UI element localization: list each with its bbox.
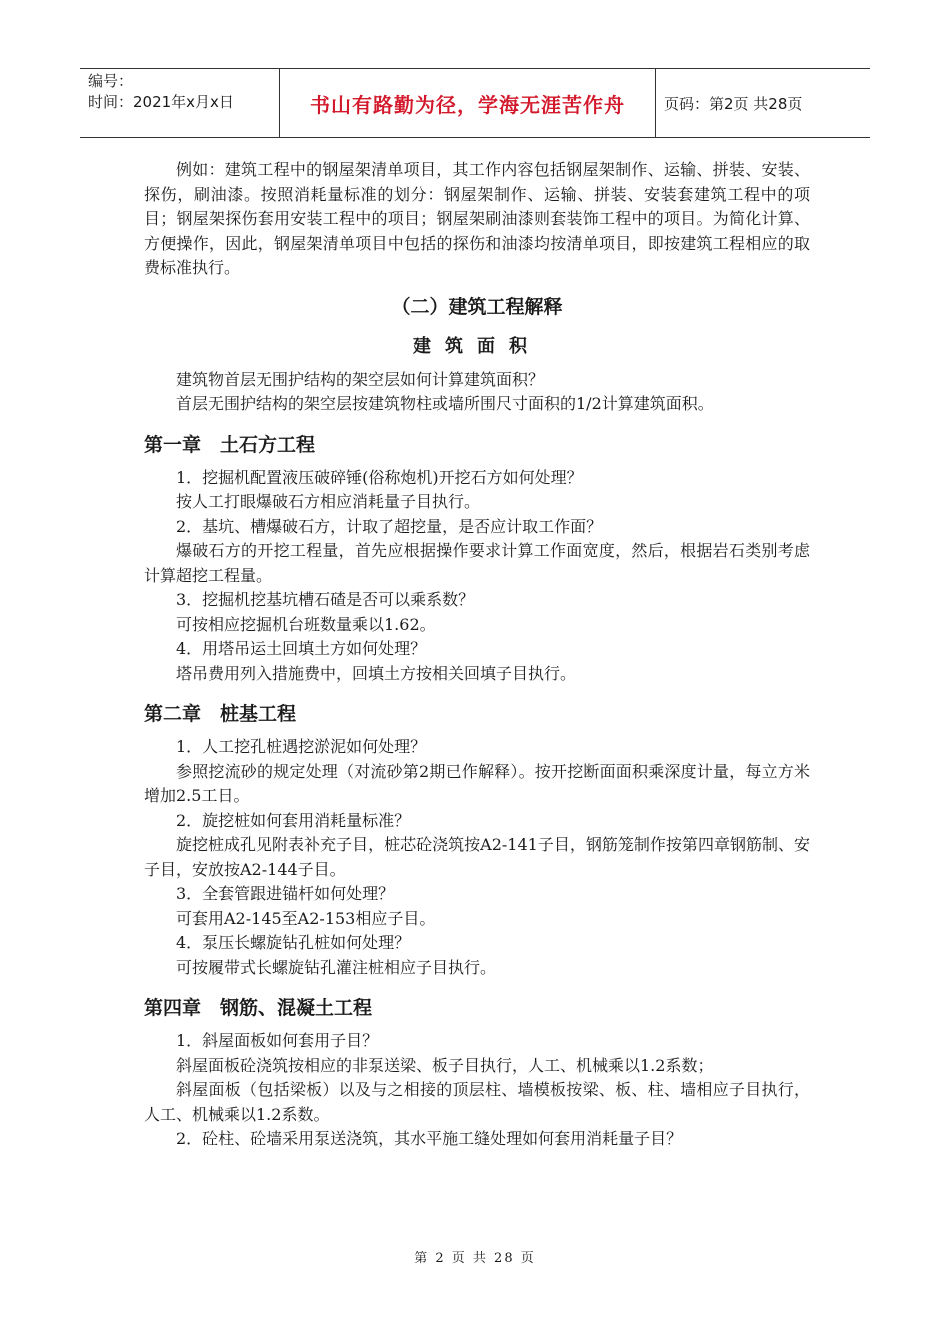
time-label: 时间：2021年x月x日 xyxy=(88,93,234,111)
page-header xyxy=(80,68,870,138)
ch2-question-3: 3．全套管跟进锚杆如何处理？ xyxy=(176,884,395,903)
ch2-question-2: 2．旋挖桩如何套用消耗量标准？ xyxy=(176,810,411,830)
sub-title: 建筑面积 xyxy=(413,335,541,357)
chapter-2-title: 第二章 桩基工程 xyxy=(144,703,297,725)
area-answer: 首层无围护结构的架空层按建筑物柱或墙所围尺寸面积的1/2计算建筑面积。 xyxy=(176,394,714,413)
area-question: 建筑物首层无围护结构的架空层如何计算建筑面积？ xyxy=(176,369,545,389)
page-footer: 第 2 页 共 28 页 xyxy=(414,1251,536,1266)
ch4-question-1: 1．斜屋面板如何套用子目？ xyxy=(176,1031,379,1050)
ch1-answer-1: 按人工打眼爆破石方相应消耗量子目执行。 xyxy=(176,492,481,511)
ch1-answer-3: 可按相应挖掘机台班数量乘以1.62。 xyxy=(176,614,436,634)
ch4-question-2: 2．砼柱、砼墙采用泵送浇筑，其水平施工缝处理如何套用消耗量子目？ xyxy=(176,1129,683,1148)
ch4-answer-1b: 斜屋面板（包括梁板）以及与之相接的顶层柱、墙模板按梁、板、柱、墙相应子目执行，人工、机械乘以1.2系数。 xyxy=(144,1080,810,1124)
ch1-question-1: 1．挖掘机配置液压破碎锤(俗称炮机)开挖石方如何处理？ xyxy=(176,467,583,487)
ch4-answer-1a: 斜屋面板砼浇筑按相应的非泵送梁、板子目执行，人工、机械乘以1.2系数； xyxy=(176,1055,714,1075)
ch1-answer-2: 爆破石方的开挖工程量，首先应根据操作要求计算工作面宽度，然后，根据岩石类别考虑计算超挖工程量。 xyxy=(144,541,810,585)
header-motto: 书山有路勤为径，学海无涯苦作舟 xyxy=(280,69,656,137)
intro-paragraph: 例如：建筑工程中的钢屋架清单项目，其工作内容包括钢屋架制作、运输、拼装、安装、探伤，刷油漆。按照消耗量标准的划分：钢屋架制作、运输、拼装、安装套建筑工程中的项目；钢屋架探伤套用安装工程中的项目；钢屋架刷油漆则套装饰工程中的项目。为简化计算、方便操作，因此，钢屋架清单项目中包括的探伤和油漆均按清单项目，即按建筑工程相应的取费标准执行。 xyxy=(144,160,810,277)
chapter-1-title: 第一章 土石方工程 xyxy=(144,433,316,456)
ch1-question-4: 4．用塔吊运土回填土方如何处理？ xyxy=(176,639,427,658)
ch1-answer-4: 塔吊费用列入措施费中，回填土方按相关回填子目执行。 xyxy=(176,663,577,683)
chapter-4-title: 第四章 钢筋、混凝土工程 xyxy=(144,997,373,1019)
ch2-answer-3: 可套用A2-145至A2-153相应子目。 xyxy=(176,908,436,928)
ch2-answer-2: 旋挖桩成孔见附表补充子目，桩芯砼浇筑按A2-141子目，钢筋笼制作按第四章钢筋制、安子目，安放按A2-144子目。 xyxy=(144,835,810,879)
ch2-answer-1: 参照挖流砂的规定处理（对流砂第2期已作解释）。按开挖断面面积乘深度计量，每立方米增加2.5工日。 xyxy=(144,761,810,805)
ch2-answer-4: 可按履带式长螺旋钻孔灌注桩相应子目执行。 xyxy=(176,957,497,977)
header-page-info: 页码：第2页 共28页 xyxy=(664,94,803,113)
ch1-question-3: 3．挖掘机挖基坑槽石碴是否可以乘系数？ xyxy=(176,590,475,609)
section-title: （二）建筑工程解释 xyxy=(391,295,563,318)
document-body xyxy=(144,158,810,1152)
ch2-question-1: 1．人工挖孔桩遇挖淤泥如何处理？ xyxy=(176,737,427,756)
header-meta xyxy=(80,69,280,137)
ch2-question-4: 4．泵压长螺旋钻孔桩如何处理？ xyxy=(176,933,411,952)
number-label: 编号： xyxy=(88,72,134,90)
ch1-question-2: 2．基坑、槽爆破石方，计取了超挖量，是否应计取工作面？ xyxy=(176,516,603,536)
